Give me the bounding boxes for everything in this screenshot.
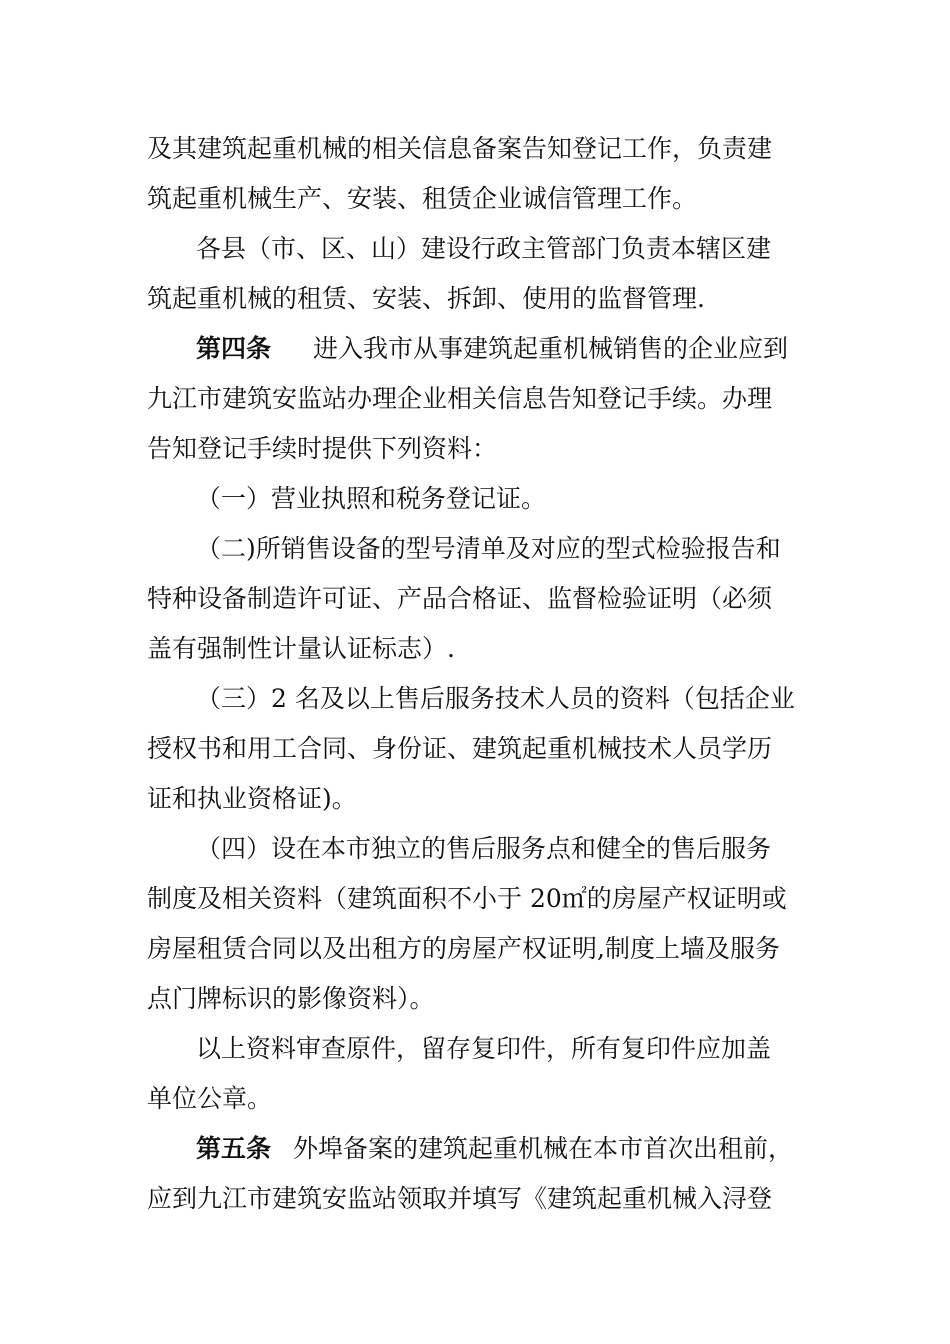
body-line: 应到九江市建筑安监站领取并填写《建筑起重机械入浔登 — [147, 1184, 773, 1213]
body-line: 特种设备制造许可证、产品合格证、监督检验证明（必须 — [147, 584, 773, 613]
body-line: 筑起重机械的租赁、安装、拆卸、使用的监督管理. — [147, 284, 705, 313]
body-line: 单位公章。 — [147, 1084, 273, 1113]
list-item: （一）营业执照和税务登记证。 — [196, 484, 547, 513]
body-line: 授权书和用工合同、身份证、建筑起重机械技术人员学历 — [147, 734, 773, 763]
article-heading: 第四条 — [196, 334, 272, 363]
body-line: 以上资料审查原件，留存复印件，所有复印件应加盖 — [196, 1034, 772, 1063]
list-item: （三）2 名及以上售后服务技术人员的资料（包括企业 — [196, 684, 795, 713]
article-line — [196, 332, 788, 366]
body-line: 盖有强制性计量认证标志）. — [147, 634, 455, 663]
body-line: 证和执业资格证)。 — [147, 784, 357, 813]
body-line: 及其建筑起重机械的相关信息备案告知登记工作，负责建 — [147, 134, 773, 163]
list-item: （四）设在本市独立的售后服务点和健全的售后服务 — [196, 834, 772, 863]
article-heading: 第五条 — [196, 1134, 272, 1163]
body-text: 外埠备案的建筑起重机械在本市首次出租前， — [293, 1134, 794, 1163]
body-line: 制度及相关资料（建筑面积不小于 20㎡的房屋产权证明或 — [147, 884, 787, 913]
body-text: 进入我市从事建筑起重机械销售的企业应到 — [313, 334, 789, 363]
body-line: 点门牌标识的影像资料）。 — [147, 984, 435, 1013]
body-line: 各县（市、区、山）建设行政主管部门负责本辖区建 — [196, 234, 772, 263]
body-line: 九江市建筑安监站办理企业相关信息告知登记手续。办理 — [147, 384, 773, 413]
body-line: 告知登记手续时提供下列资料： — [147, 434, 498, 463]
body-line: 筑起重机械生产、安装、租赁企业诚信管理工作。 — [147, 184, 698, 213]
article-line — [196, 1132, 793, 1166]
list-item: （二)所销售设备的型号清单及对应的型式检验报告和 — [196, 534, 781, 563]
body-line: 房屋租赁合同以及出租方的房屋产权证明,制度上墙及服务 — [147, 934, 780, 963]
